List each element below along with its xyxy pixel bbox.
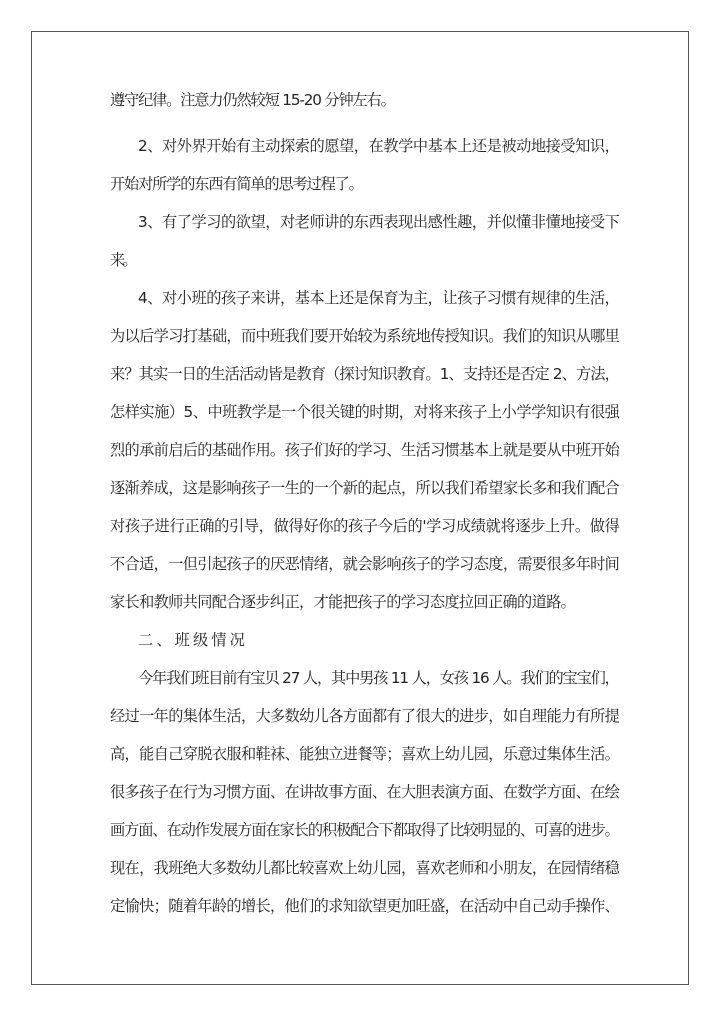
text-line-9: 怎样实施）5、中班教学是一个很关键的时期，对将来孩子上小学学知识有很强 (110, 403, 620, 421)
text-line-12: 对孩子进行正确的引导，做得好你的孩子今后的'学习成绩就将逐步上升。做得 (110, 517, 620, 535)
text-line-19: 很多孩子在行为习惯方面、在讲故事方面、在大胆表演方面、在数学方面、在绘 (110, 783, 620, 801)
text-line-17: 经过一年的集体生活，大多数幼儿各方面都有了很大的进步，如自理能力有所提 (110, 707, 620, 725)
text-line-8: 来？其实一日的生活活动皆是教育（探讨知识教育。1、支持还是否定 2、方法， (110, 365, 619, 383)
text-line-22: 定愉快；随着年龄的增长，他们的求知欲望更加旺盛，在活动中自己动手操作、 (110, 897, 620, 915)
text-line-5: 来。 (110, 251, 135, 269)
text-line-1: 遵守纪律。注意力仍然较短 15-20 分钟左右。 (110, 91, 395, 109)
text-line-21: 现在，我班绝大多数幼儿都比较喜欢上幼儿园，喜欢老师和小朋友，在园情绪稳 (110, 859, 620, 877)
text-line-20: 画方面、在动作发展方面在家长的积极配合下都取得了比较明显的、可喜的进步。 (110, 821, 619, 839)
section-heading: 二、班级情况 (138, 631, 249, 649)
text-line-13: 不合适，一但引起孩子的厌恶情绪，就会影响孩子的学习态度，需要很多年时间 (110, 555, 620, 573)
text-line-14: 家长和教师共同配合逐步纠正，才能把孩子的学习态度拉回正确的道路。 (110, 593, 576, 611)
text-line-6: 4、对小班的孩子来讲，基本上还是保育为主，让孩子习惯有规律的生活， (138, 289, 620, 307)
text-line-2: 2、对外界开始有主动探索的愿望，在教学中基本上还是被动地接受知识， (138, 137, 620, 155)
text-line-18: 高，能自己穿脱衣服和鞋袜、能独立进餐等；喜欢上幼儿园，乐意过集体生活。 (110, 745, 620, 763)
text-line-16: 今年我们班目前有宝贝 27 人，其中男孩 11 人，女孩 16 人。我们的宝宝们， (138, 669, 619, 687)
text-line-4: 3、有了学习的欲望，对老师讲的东西表现出感性趣，并似懂非懂地接受下 (138, 213, 620, 231)
text-line-7: 为以后学习打基础，而中班我们要开始较为系统地传授知识。我们的知识从哪里 (110, 327, 620, 345)
text-line-11: 逐渐养成，这是影响孩子一生的一个新的起点，所以我们希望家长多和我们配合 (110, 479, 620, 497)
text-line-3: 开始对所学的东西有简单的思考过程了。 (110, 175, 363, 193)
text-line-10: 烈的承前启后的基础作用。孩子们好的学习、生活习惯基本上就是要从中班开始 (110, 441, 620, 459)
